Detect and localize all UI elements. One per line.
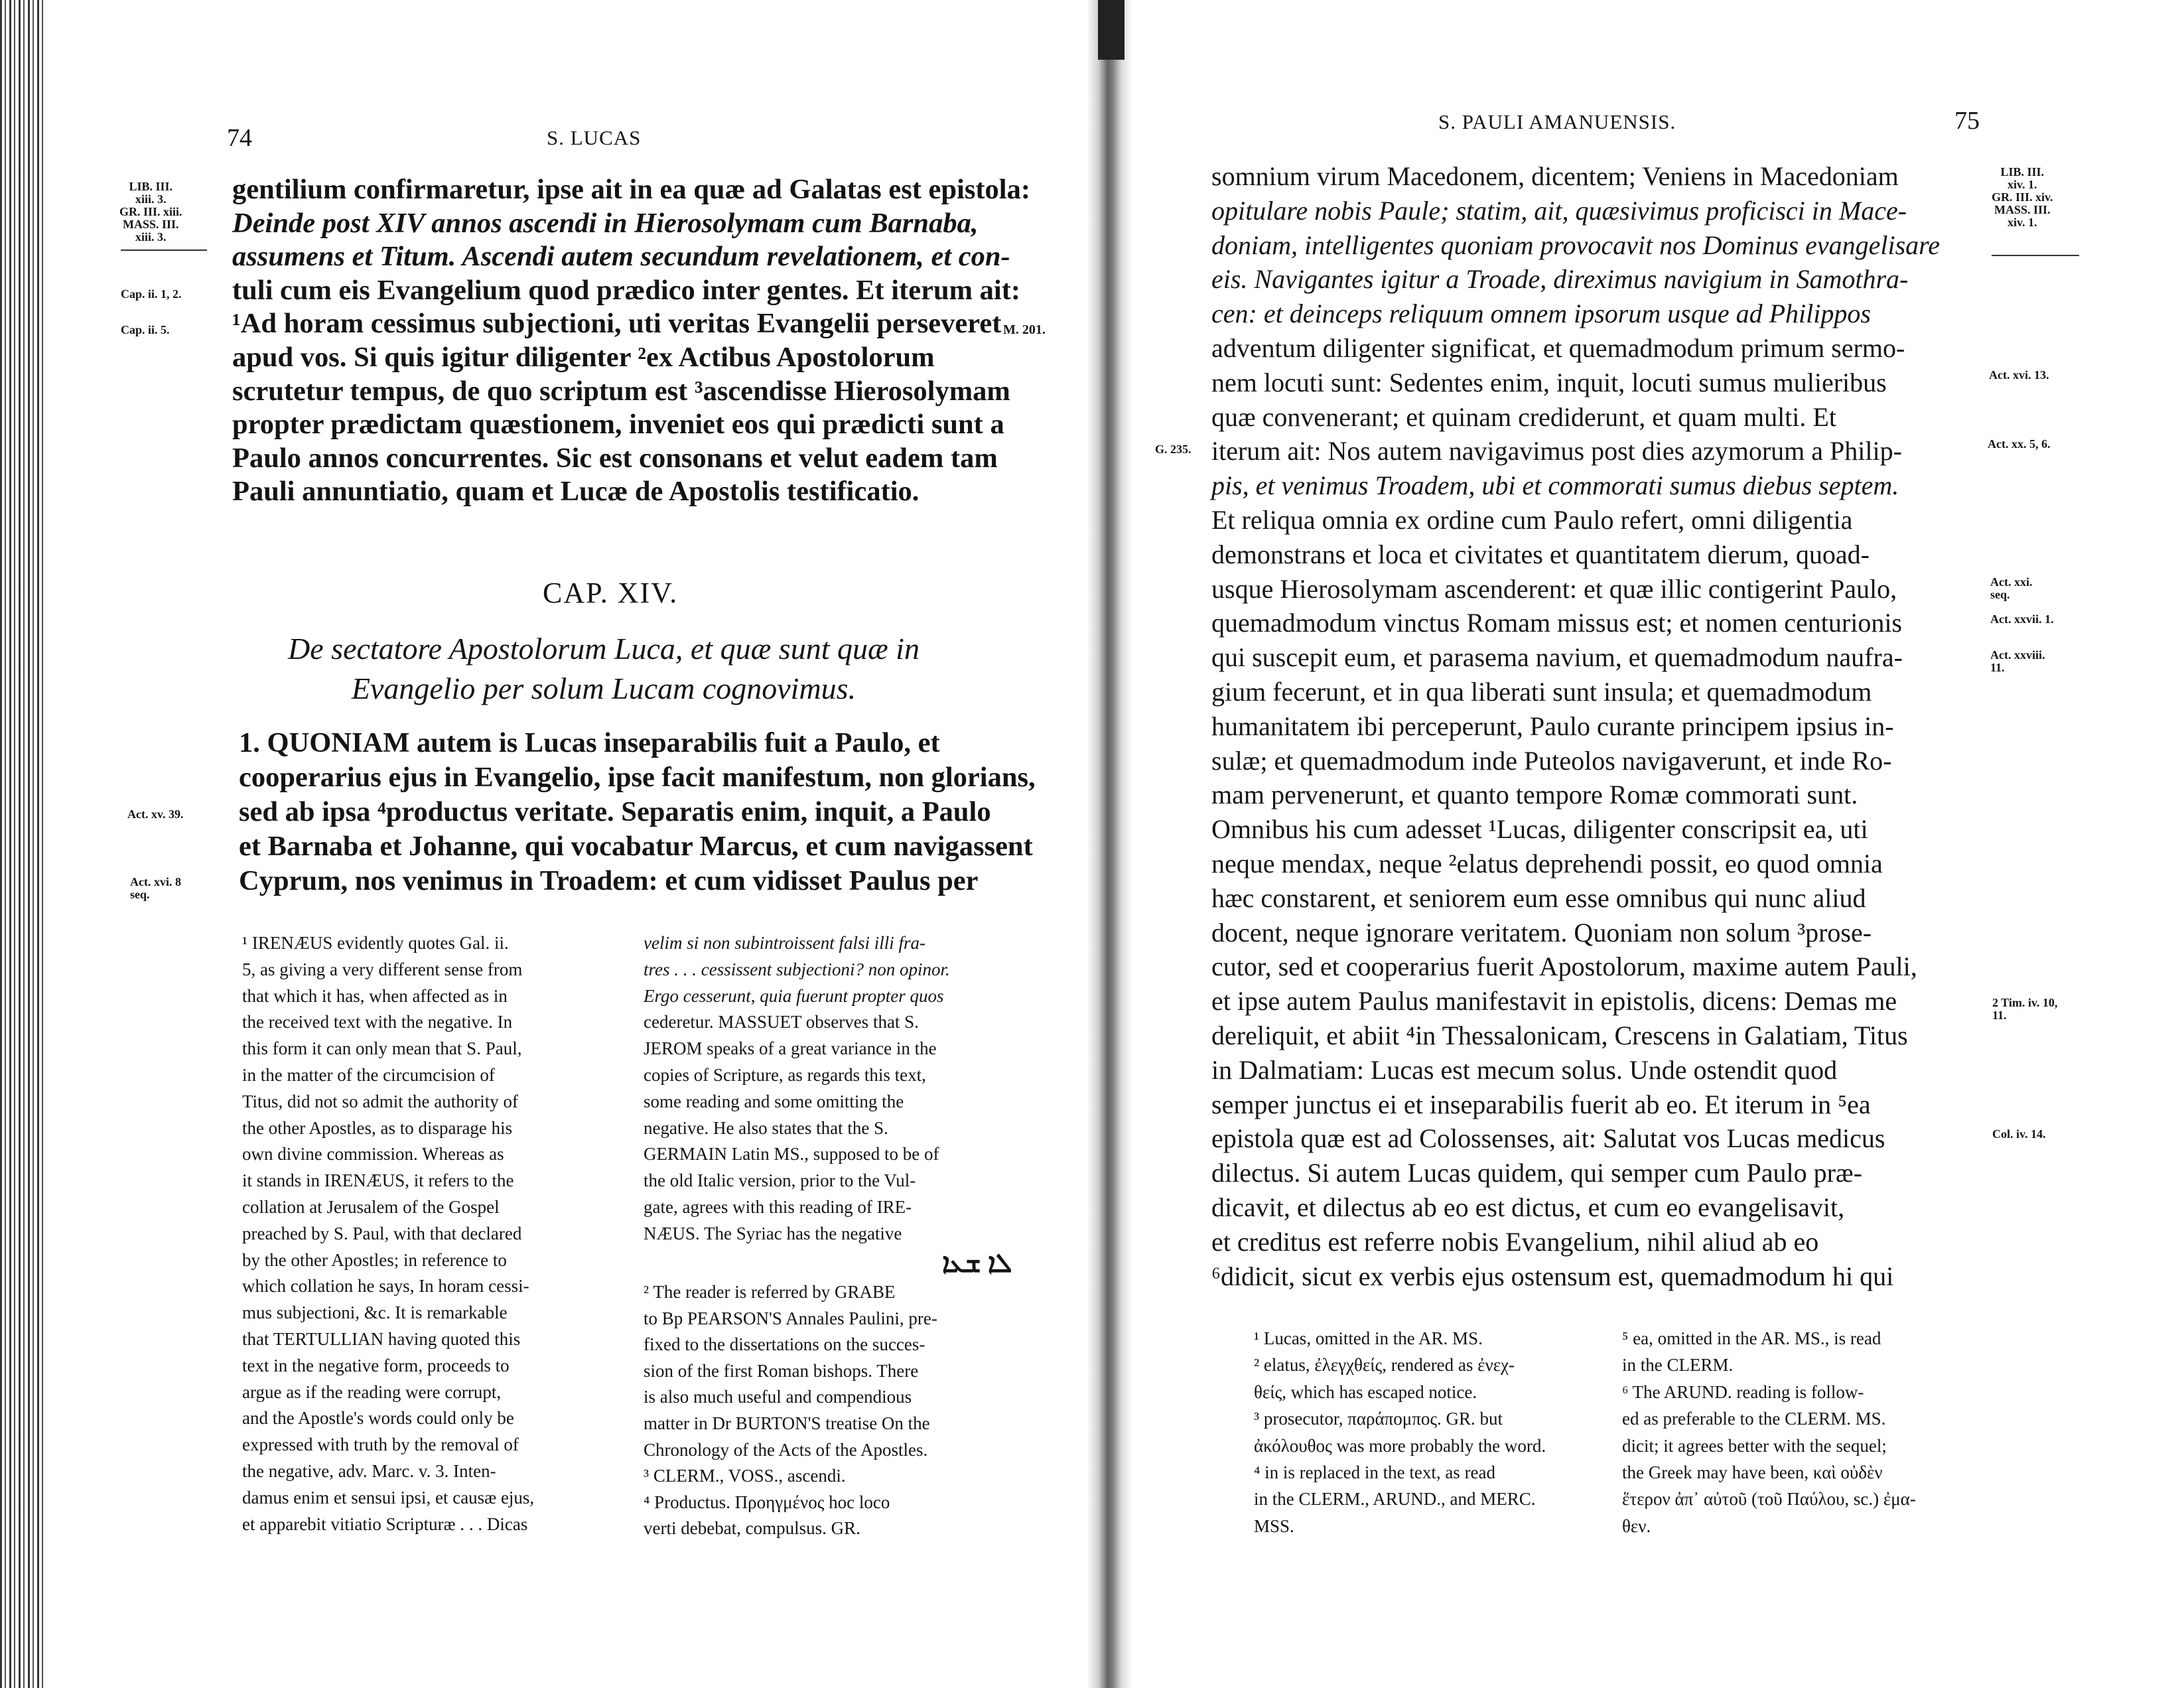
footnote-line: et apparebit vitiatio Scripturæ . . . Dicas	[242, 1513, 528, 1534]
footnote-line: sion of the first Roman bishops. There	[644, 1360, 919, 1381]
footnote-line: GERMAIN Latin MS., supposed to be of	[644, 1144, 939, 1164]
text-line: propter prædictam quæstionem, inveniet eos qui prædicti sunt a	[232, 409, 1004, 441]
footnote-line: Titus, did not so admit the authority of	[242, 1091, 519, 1111]
text-line: Cyprum, nos venimus in Troadem: et cum vidisset Paulus per	[239, 865, 979, 896]
chapter-heading: CAP. XIV.	[543, 577, 679, 609]
footnote-line: MSS.	[1254, 1515, 1294, 1536]
margin-note-actxxviii	[1990, 649, 2045, 674]
footnote-line: the other Apostles, as to disparage his	[242, 1117, 513, 1138]
margin-note-actxxvii	[1990, 613, 2053, 626]
footnote-line: the Greek may have been, καὶ οὐδὲν	[1622, 1462, 1883, 1482]
text-line: et ipse autem Paulus manifestavit in epistolis, dicens: Demas me	[1211, 986, 1897, 1017]
text-line: ⁶didicit, sicut ex verbis ejus ostensum est, quemadmodum hi qui	[1211, 1261, 1894, 1291]
footnote-line: velim si non subintroissent falsi illi fra-	[644, 933, 926, 953]
chapter-title-line: Evangelio per solum Lucam cognovimus.	[351, 671, 856, 705]
footnote-line: in the matter of the circumcision of	[242, 1065, 495, 1085]
footnote-line: is also much useful and compendious	[644, 1387, 912, 1407]
text-line: adventum diligenter significat, et quemadmodum primum sermo-	[1211, 333, 1905, 363]
text-line: ¹Ad horam cessimus subjectioni, uti veritas Evangelii perseveret	[232, 308, 1002, 340]
footnote-line: that TERTULLIAN having quoted this	[242, 1329, 521, 1349]
text-line: gium fecerunt, et in qua liberati sunt insula; et quemadmodum	[1211, 677, 1872, 707]
text-line: tuli cum eis Evangelium quod prædico inter gentes. Et iterum ait:	[232, 274, 1021, 306]
footnote-line: own divine commission. Whereas as	[242, 1144, 504, 1164]
text-line: apud vos. Si quis igitur diligenter ²ex Actibus Apostolorum	[232, 342, 935, 373]
margin-note-line: Act. xvi. 13.	[1989, 368, 2049, 382]
edition-page-marker: M. 201.	[1003, 322, 1046, 337]
footnote-line: ⁴ Productus. Προηγμένος hoc loco	[644, 1492, 890, 1512]
footnote-line: ἀκόλουθος was more probably the word.	[1254, 1435, 1546, 1456]
footnote-line: argue as if the reading were corrupt,	[242, 1381, 502, 1402]
text-line: cutor, sed et cooperarius fuerit Apostolorum, maxime autem Pauli,	[1211, 951, 1917, 982]
footnote-line: negative. He also states that the S.	[644, 1117, 888, 1138]
footnote-line: to Bp PEARSON'S Annales Paulini, pre-	[644, 1308, 937, 1328]
text-line: gentilium confirmaretur, ipse ait in ea quæ ad Galatas est epistola:	[232, 174, 1030, 205]
margin-note-line: GR. III. xiv.	[1992, 190, 2053, 204]
text-line: humanitatem ibi perceperunt, Paulo curante principem ipsius in-	[1211, 711, 1894, 741]
margin-note-lib	[119, 180, 182, 244]
footnote-line: cederetur. MASSUET observes that S.	[644, 1012, 919, 1032]
margin-note-line: xiv. 1.	[2008, 178, 2037, 191]
margin-note-line: Col. iv. 14.	[1992, 1127, 2046, 1141]
margin-note-col	[1992, 1128, 2046, 1141]
footnote-line: ⁵ ea, omitted in the AR. MS., is read	[1622, 1328, 1881, 1348]
page-number: 75	[1954, 107, 1980, 135]
footnote-line: the negative, adv. Marc. v. 3. Inten-	[242, 1461, 496, 1481]
margin-note-cap1	[121, 288, 182, 301]
text-line: quemadmodum vinctus Romam missus est; et nomen centurionis	[1211, 608, 1902, 638]
text-line: Deinde post XIV annos ascendi in Hierosolymam cum Barnaba,	[232, 207, 979, 239]
footnote-line: fixed to the dissertations on the succes-	[644, 1334, 925, 1355]
text-line: sulæ; et quemadmodum inde Puteolos navigaverunt, et inde Ro-	[1211, 745, 1892, 776]
margin-rule	[1992, 255, 2079, 256]
text-line: cen: et deinceps reliquum omnem ipsorum usque ad Philippos	[1211, 299, 1871, 329]
margin-note-line: LIB. III.	[2000, 165, 2045, 178]
left-page	[0, 0, 1088, 1688]
margin-note-line: GR. III. xiii.	[119, 205, 182, 218]
footnote-line: ἕτερον ἀπ᾽ αὐτοῦ (τοῦ Παύλου, sc.) ἐμα-	[1622, 1489, 1916, 1510]
footnote-line: ³ prosecutor, παράπομπος. GR. but	[1254, 1409, 1503, 1429]
margin-note-line: Act. xv. 39.	[127, 808, 184, 821]
footnote-line: tres . . . cessissent subjectioni? non opinor.	[644, 959, 950, 979]
text-line: cooperarius ejus in Evangelio, ipse facit manifestum, non glorians,	[239, 762, 1036, 793]
text-line: semper junctus ei et inseparabilis fuerit ab eo. Et iterum in ⁵ea	[1211, 1089, 1871, 1119]
margin-note-line: LIB. III.	[129, 180, 173, 193]
text-line: Et reliqua omnia ex ordine cum Paulo refert, omni diligentia	[1211, 505, 1853, 535]
footnote-line: ⁶ The ARUND. reading is follow-	[1622, 1381, 1864, 1402]
footnote-line: by the other Apostles; in reference to	[242, 1249, 507, 1270]
footnote-line: NÆUS. The Syriac has the negative	[644, 1223, 902, 1243]
margin-note-actxxi	[1990, 576, 2032, 601]
text-line: dilectus. Si autem Lucas quidem, qui semper cum Paulo præ-	[1211, 1158, 1862, 1188]
margin-note-line: Act. xxvii. 1.	[1990, 612, 2054, 626]
margin-note-line: Act. xvi. 8	[130, 875, 181, 888]
text-line: et creditus est referre nobis Evangelium, nihil aliud ab eo	[1211, 1226, 1819, 1257]
text-line: Paulo annos concurrentes. Sic est consonans et velut eadem tam	[232, 442, 998, 474]
running-head: S. PAULI AMANUENSIS.	[1438, 110, 1676, 133]
chapter-title-line: De sectatore Apostolorum Luca, et quæ sunt quæ in	[288, 632, 920, 666]
margin-note-act16	[130, 876, 181, 901]
margin-note-tim	[1992, 997, 2057, 1022]
footnote-line: JEROM speaks of a great variance in the	[644, 1038, 937, 1059]
binding-edge	[0, 0, 46, 1688]
margin-note-line: 2 Tim. iv. 10,	[1992, 996, 2058, 1009]
footnote-line: verti debebat, compulsus. GR.	[644, 1518, 860, 1539]
text-line: opitulare nobis Paule; statim, ait, quæsivimus proficisci in Mace-	[1211, 195, 1907, 226]
footnote-line: expressed with truth by the removal of	[242, 1435, 519, 1455]
footnote-line: 5, as giving a very different sense from	[242, 959, 523, 979]
text-line: doniam, intelligentes quoniam provocavit nos Dominus evangelisare	[1211, 230, 1940, 260]
margin-note-line: Act. xx. 5, 6.	[1988, 437, 2051, 451]
margin-note-line: 11.	[1992, 1009, 2007, 1022]
margin-note-line: Act. xxi.	[1990, 575, 2033, 589]
text-line: in Dalmatiam: Lucas est mecum solus. Unde ostendit quod	[1211, 1054, 1838, 1085]
margin-note-line: Cap. ii. 1, 2.	[121, 287, 182, 301]
margin-note-line: seq.	[1990, 588, 2010, 601]
footnote-line: dicit; it agrees better with the sequel;	[1622, 1435, 1887, 1456]
footnote-line: it stands in IRENÆUS, it refers to the	[242, 1170, 514, 1191]
footnote-line: damus enim et sensui ipsi, et causæ ejus,	[242, 1487, 535, 1508]
footnote-line: matter in Dr BURTON'S treatise On the	[644, 1413, 930, 1433]
footnote-line: and the Apostle's words could only be	[242, 1408, 514, 1429]
footnote-line: which collation he says, In horam cessi-	[242, 1276, 529, 1297]
text-line: eis. Navigantes igitur a Troade, direximus navigium in Samothra-	[1211, 264, 1909, 295]
footnote-line: θεν.	[1622, 1515, 1651, 1536]
footnote-line: mus subjectioni, &c. It is remarkable	[242, 1302, 508, 1323]
margin-note-line: xiii. 3.	[135, 230, 167, 244]
text-line: sed ab ipsa ⁴productus veritate. Separatis enim, inquit, a Paulo	[239, 796, 991, 827]
footnote-line: ¹ Lucas, omitted in the AR. MS.	[1254, 1328, 1483, 1348]
margin-note-line: Cap. ii. 5.	[121, 323, 170, 336]
footnote-line: Ergo cesserunt, quia fuerunt propter quos	[644, 985, 944, 1006]
footnote-line: ¹ IRENÆUS evidently quotes Gal. ii.	[242, 933, 509, 953]
footnote-line: ³ CLERM., VOSS., ascendi.	[644, 1466, 846, 1486]
text-line: qui suscepit eum, et parasema navium, et quemadmodum naufra-	[1211, 642, 1903, 673]
text-line: dicavit, et dilectus ab eo est dictus, et cum eo evangelisavit,	[1211, 1192, 1845, 1222]
footnote-line: ² The reader is referred by GRABE	[644, 1282, 896, 1302]
syriac-word: ܠܐ ܫܥܐ	[942, 1248, 1012, 1278]
text-line: dereliquit, et abiit ⁴in Thessalonicam, Crescens in Galatiam, Titus	[1211, 1020, 1908, 1050]
margin-note-act1613	[1989, 369, 2049, 382]
margin-note-act205	[1988, 438, 2050, 451]
footnote-line: the old Italic version, prior to the Vul-	[644, 1170, 916, 1191]
text-line: nem locuti sunt: Sedentes enim, inquit, locuti sumus mulieribus	[1211, 367, 1887, 397]
margin-note-line: MASS. III.	[123, 218, 179, 231]
margin-note-line: Act. xxviii.	[1990, 648, 2045, 662]
text-line: demonstrans et loca et civitates et quantitatem dierum, quoad-	[1211, 539, 1870, 569]
page-number: 74	[227, 124, 252, 152]
margin-note-act15	[127, 808, 184, 821]
footnote-line: text in the negative form, proceeds to	[242, 1355, 510, 1375]
text-line: epistola quæ est ad Colossenses, ait: Salutat vos Lucas medicus	[1211, 1123, 1885, 1154]
footnote-line: Chronology of the Acts of the Apostles.	[644, 1439, 928, 1460]
footnote-line: θείς, which has escaped notice.	[1254, 1381, 1477, 1402]
footnote-line: some reading and some omitting the	[644, 1091, 904, 1111]
margin-note-line: seq.	[130, 888, 150, 901]
footnote-line: preached by S. Paul, with that declared	[242, 1223, 522, 1243]
margin-note-line: 11.	[1990, 661, 2005, 674]
footnote-line: ed as preferable to the CLERM. MS.	[1622, 1409, 1886, 1429]
text-line: Omnibus his cum adesset ¹Lucas, diligenter conscripsit ea, uti	[1211, 814, 1868, 845]
text-line: quæ convenerant; et quinam crediderunt, et quam multi. Et	[1211, 401, 1836, 432]
footnote-line: collation at Jerusalem of the Gospel	[242, 1197, 500, 1217]
margin-note-line: xiv. 1.	[2008, 216, 2037, 229]
text-line: neque mendax, neque ²elatus deprehendi possit, eo quod omnia	[1211, 849, 1883, 879]
footnote-line: ⁴ in is replaced in the text, as read	[1254, 1462, 1496, 1482]
text-line: somnium virum Macedonem, dicentem; Veniens in Macedoniam	[1211, 161, 1899, 191]
footnote-line: that which it has, when affected as in	[242, 985, 508, 1006]
right-page	[1088, 0, 2184, 1688]
footnote-line: ² elatus, ἐλεγχθείς, rendered as ἐνεχ-	[1254, 1355, 1515, 1375]
text-line: pis, et venimus Troadem, ubi et commorati sumus diebus septem.	[1211, 470, 1899, 501]
footnote-line: gate, agrees with this reading of IRE-	[644, 1197, 912, 1217]
margin-note-line: MASS. III.	[1994, 203, 2051, 216]
margin-note-cap5	[121, 324, 170, 336]
text-line: iterum ait: Nos autem navigavimus post dies azymorum a Philip-	[1211, 436, 1902, 466]
footnote-line: the received text with the negative. In	[242, 1012, 513, 1032]
footnote-line: in the CLERM.	[1622, 1355, 1734, 1375]
text-line: assumens et Titum. Ascendi autem secundum revelationem, et con-	[232, 241, 1010, 273]
text-line: docent, neque ignorare veritatem. Quoniam non solum ³prose-	[1211, 917, 1872, 948]
margin-note-line: xiii. 3.	[135, 192, 167, 206]
edition-page-marker: G. 235.	[1155, 443, 1192, 456]
margin-note-lib	[1992, 166, 2053, 229]
footnote-line: this form it can only mean that S. Paul,	[242, 1038, 522, 1059]
footnote-line: copies of Scripture, as regards this text,	[644, 1065, 926, 1085]
text-line: usque Hierosolymam ascenderent: et quæ illic contigerint Paulo,	[1211, 573, 1897, 604]
text-line: 1. QUONIAM autem is Lucas inseparabilis fuit a Paulo, et	[239, 727, 940, 758]
footnote-line: in the CLERM., ARUND., and MERC.	[1254, 1489, 1536, 1510]
text-line: Pauli annuntiatio, quam et Lucæ de Apostolis testificatio.	[232, 476, 920, 508]
running-head: S. LUCAS	[547, 126, 642, 149]
text-line: scrutetur tempus, de quo scriptum est ³ascendisse Hierosolymam	[232, 375, 1010, 407]
text-line: hæc constarent, et seniorem eum esse omnibus qui nunc aliud	[1211, 882, 1866, 913]
text-line: et Barnaba et Johanne, qui vocabatur Marcus, et cum navigassent	[239, 831, 1033, 862]
text-line: mam pervenerunt, et quanto tempore Romæ commorati sunt.	[1211, 780, 1858, 810]
margin-rule	[121, 249, 207, 251]
